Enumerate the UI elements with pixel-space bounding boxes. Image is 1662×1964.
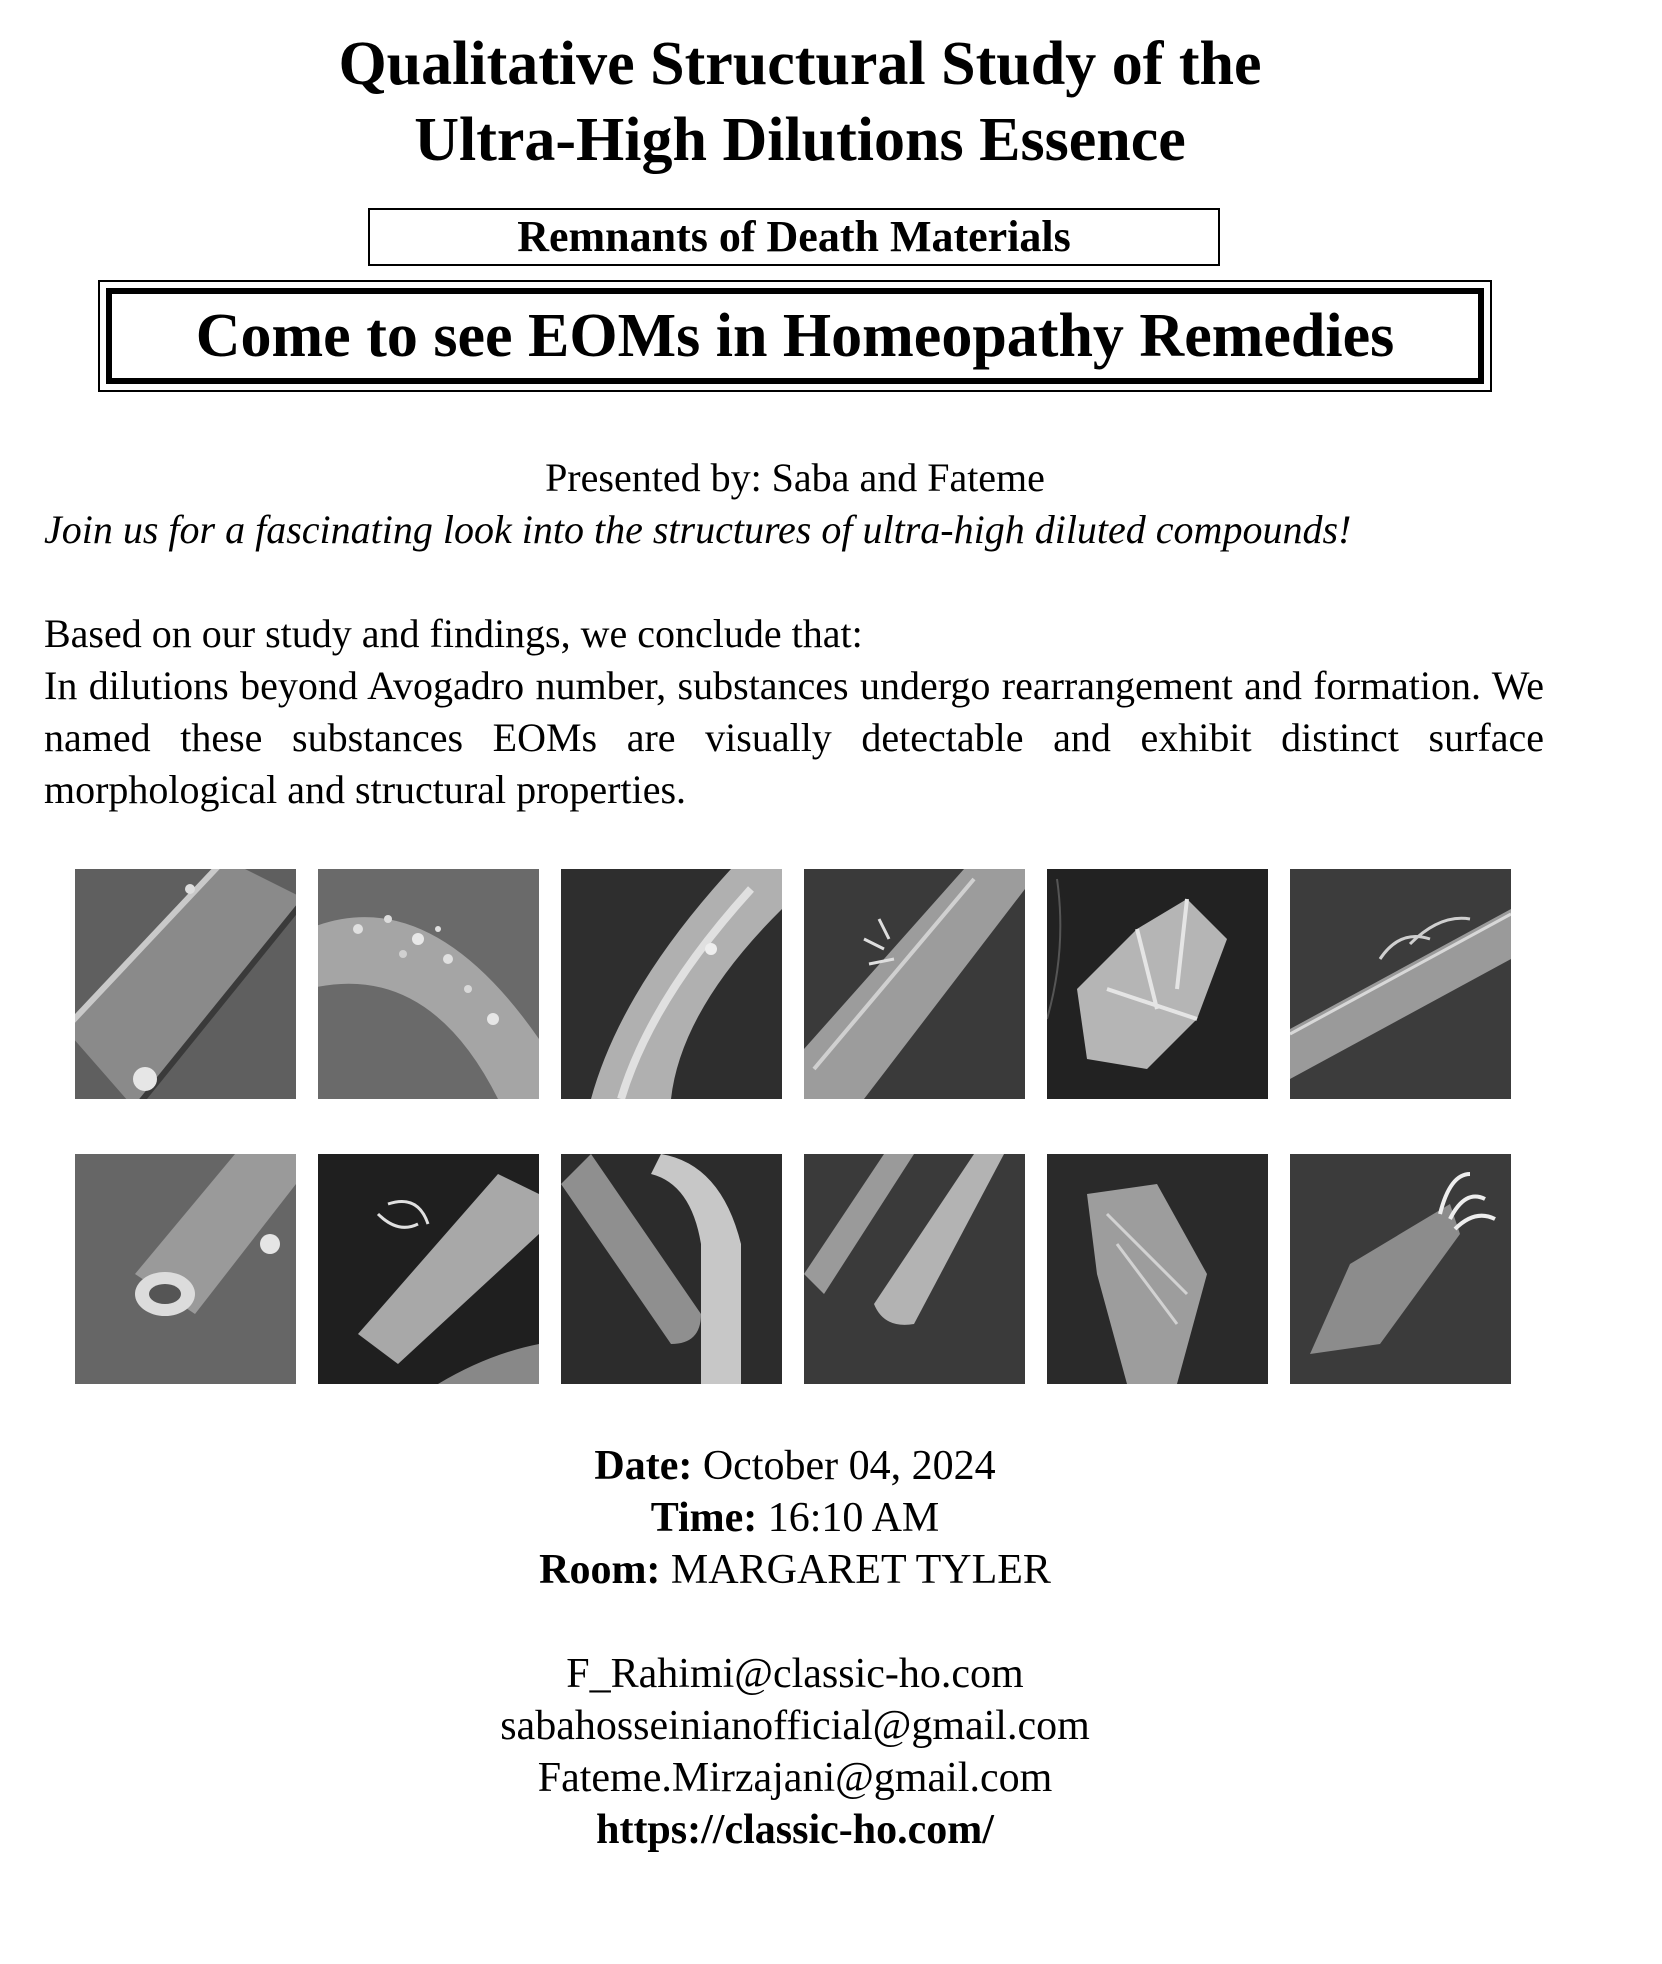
sem-image-7 xyxy=(75,1154,296,1384)
sem-image-8 xyxy=(318,1154,539,1384)
microscope-image-icon xyxy=(561,869,782,1099)
room-value: MARGARET TYLER xyxy=(660,1547,1051,1593)
microscope-image-icon xyxy=(561,1154,782,1384)
microscope-image-icon xyxy=(804,869,1025,1099)
microscope-image-icon xyxy=(1290,1154,1511,1384)
sem-image-10 xyxy=(804,1154,1025,1384)
presenters-line: Presented by: Saba and Fateme xyxy=(545,455,1045,500)
sem-image-12 xyxy=(1290,1154,1511,1384)
date-label: Date: xyxy=(594,1443,693,1489)
tagline: Join us for a fascinating look into the structures of ultra-high diluted compounds! xyxy=(44,507,1352,552)
microscope-image-icon xyxy=(1290,869,1511,1099)
sem-image-9 xyxy=(561,1154,782,1384)
sem-image-2 xyxy=(318,869,539,1099)
intro-lead: Based on our study and findings, we conclude that: xyxy=(44,611,863,656)
microscope-image-icon xyxy=(804,1154,1025,1384)
event-room xyxy=(0,1544,1590,1596)
sem-image-3 xyxy=(561,869,782,1099)
event-time xyxy=(0,1492,1590,1544)
title-line-1: Qualitative Structural Study of the xyxy=(338,30,1262,98)
sem-image-5 xyxy=(1047,869,1268,1099)
website-link[interactable]: https://classic-ho.com/ xyxy=(596,1807,994,1853)
banner-heading: Come to see EOMs in Homeopathy Remedies xyxy=(106,288,1484,384)
page-title xyxy=(0,26,1600,178)
contact-email-3[interactable]: Fateme.Mirzajani@gmail.com xyxy=(537,1755,1053,1801)
microscope-image-icon xyxy=(318,1154,539,1384)
sem-image-1 xyxy=(75,869,296,1099)
room-label: Room: xyxy=(539,1547,661,1593)
subtitle-box: Remnants of Death Materials xyxy=(368,208,1220,266)
date-value: October 04, 2024 xyxy=(692,1443,996,1489)
event-date xyxy=(0,1440,1590,1492)
microscope-image-icon xyxy=(318,869,539,1099)
microscope-image-icon xyxy=(75,869,296,1099)
sem-image-4 xyxy=(804,869,1025,1099)
contact-email-1[interactable]: F_Rahimi@classic-ho.com xyxy=(566,1651,1024,1697)
banner-frame xyxy=(98,280,1492,392)
sem-image-11 xyxy=(1047,1154,1268,1384)
title-line-2: Ultra-High Dilutions Essence xyxy=(414,106,1186,174)
time-value: 16:10 AM xyxy=(757,1495,940,1541)
sem-image-6 xyxy=(1290,869,1511,1099)
microscope-image-icon xyxy=(75,1154,296,1384)
conclusion-paragraph: In dilutions beyond Avogadro number, substances undergo rearrangement and formation. We named these substances EOMs are visually detectable and exhibit distinct surface morphological and structural properties. xyxy=(44,663,1544,812)
time-label: Time: xyxy=(650,1495,758,1541)
microscope-image-icon xyxy=(1047,1154,1268,1384)
contact-email-2[interactable]: sabahosseinianofficial@gmail.com xyxy=(500,1703,1090,1749)
microscope-image-icon xyxy=(1047,869,1268,1099)
